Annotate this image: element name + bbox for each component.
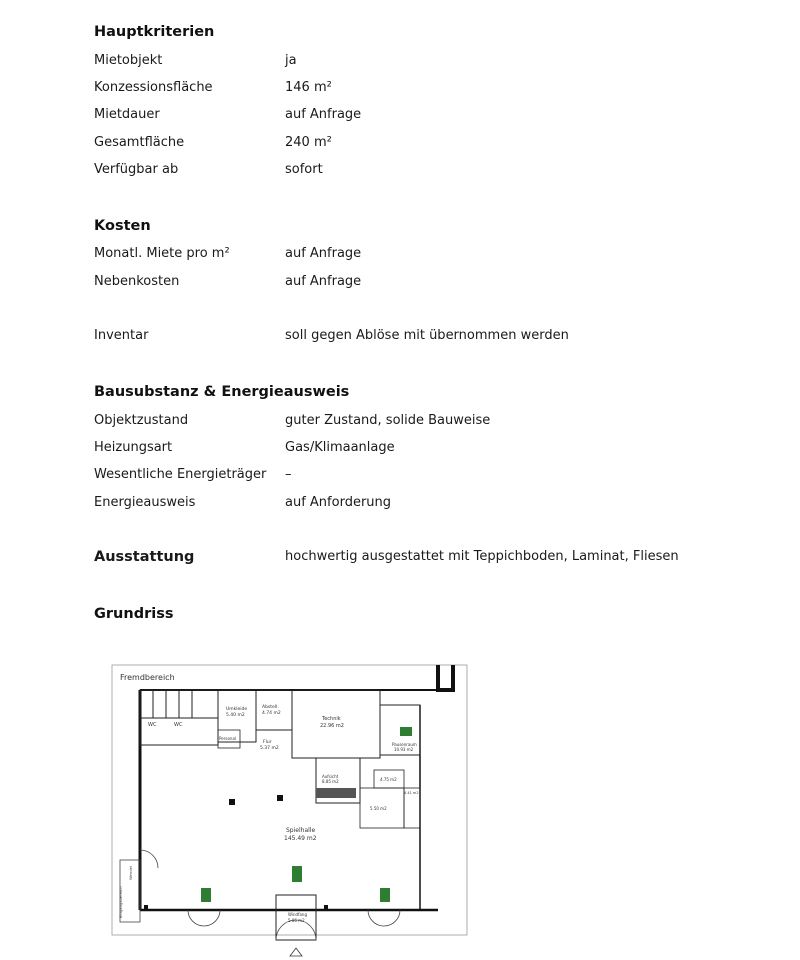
value-nebenkosten: auf Anfrage: [285, 274, 362, 289]
row-energieausweis: [94, 495, 784, 515]
emergency-sign-4: [380, 888, 390, 902]
label-aufsicht-area: 8.85 m2: [322, 779, 339, 784]
label-windfang-area: 5.86 m2: [288, 918, 305, 923]
label-umkleide-area: 5.40 m2: [226, 713, 245, 718]
row-nebenkosten: [94, 274, 784, 294]
value-objektzustand: guter Zustand, solide Bauweise: [285, 413, 491, 428]
label-umkleide: Umkleide: [226, 707, 248, 712]
outer-wall-top-right: [438, 665, 453, 690]
floor-plan-image: [108, 660, 468, 958]
label-flur-area: 5.37 m2: [260, 746, 279, 751]
label-monatl-miete: Monatl. Miete pro m²: [94, 246, 230, 261]
value-energietraeger: –: [285, 467, 292, 482]
label-konzessionsflaeche: Konzessionsfläche: [94, 80, 213, 95]
emergency-sign-3: [292, 866, 302, 882]
label-pausenraum-area: 10.93 m2: [394, 747, 414, 752]
row-heizungsart: [94, 440, 784, 460]
value-heizungsart: Gas/Klimaanlage: [285, 440, 395, 455]
label-wendel: Wendel: [128, 865, 133, 880]
value-inventar: soll gegen Ablöse mit übernommen werden: [285, 328, 569, 343]
label-mietdauer: Mietdauer: [94, 107, 160, 122]
value-monatl-miete: auf Anfrage: [285, 246, 362, 261]
label-room-c-area: 5.50 m2: [370, 806, 387, 811]
entry-arrow: [290, 948, 302, 956]
section-title-grundriss: Grundriss: [94, 606, 174, 622]
label-technik-area: 22.96 m2: [320, 723, 344, 729]
row-monatl-miete: [94, 246, 784, 266]
value-konzessionsflaeche: 146 m²: [285, 80, 332, 95]
value-gesamtflaeche: 240 m²: [285, 135, 332, 150]
label-mietobjekt: Mietobjekt: [94, 53, 163, 68]
row-verfuegbar-ab: [94, 162, 784, 182]
row-gesamtflaeche: [94, 135, 784, 155]
label-ausstattung: Ausstattung: [94, 549, 195, 565]
value-ausstattung: hochwertig ausgestattet mit Teppichboden, Laminat, Fliesen: [285, 549, 679, 564]
label-personal: Personal: [219, 736, 237, 741]
label-flur: Flur: [263, 740, 272, 745]
row-ausstattung: [94, 549, 784, 569]
label-windfang: Windfang: [288, 912, 307, 917]
counter: [316, 788, 356, 798]
door-front-right: [368, 910, 400, 926]
row-inventar: [94, 328, 784, 348]
door-windfang: [276, 920, 316, 940]
value-mietdauer: auf Anfrage: [285, 107, 362, 122]
label-fremdbereich: Fremdbereich: [120, 673, 175, 682]
label-room-a-area: 4.75 m2: [380, 777, 397, 782]
section-title-kosten: Kosten: [94, 218, 151, 234]
label-wc1: WC: [148, 722, 157, 728]
label-aufsicht: Aufsicht: [322, 774, 339, 779]
row-energietraeger: [94, 467, 784, 487]
row-konzessionsflaeche: [94, 80, 784, 100]
door-front-left: [188, 910, 220, 926]
label-eingangsbereich: Eingangsbereich: [118, 886, 123, 918]
value-verfuegbar-ab: sofort: [285, 162, 323, 177]
emergency-sign-2: [201, 888, 211, 902]
label-pausenraum: Pausenraum: [392, 742, 417, 747]
column-3: [144, 905, 148, 909]
column-1: [229, 799, 235, 805]
label-nebenkosten: Nebenkosten: [94, 274, 180, 289]
label-energietraeger: Wesentliche Energieträger: [94, 467, 267, 482]
wc-block: [140, 690, 218, 745]
column-2: [277, 795, 283, 801]
emergency-sign-1: [400, 727, 412, 736]
label-objektzustand: Objektzustand: [94, 413, 189, 428]
label-verfuegbar-ab: Verfügbar ab: [94, 162, 179, 177]
label-energieausweis: Energieausweis: [94, 495, 196, 510]
column-4: [324, 905, 328, 909]
value-energieausweis: auf Anforderung: [285, 495, 392, 510]
label-spielhalle-area: 145.49 m2: [284, 835, 317, 842]
label-inventar: Inventar: [94, 328, 149, 343]
section-title-hauptkriterien: Hauptkriterien: [94, 24, 215, 40]
label-spielhalle: Spielhalle: [286, 827, 316, 834]
room-abstell: [256, 690, 292, 730]
section-title-bausubstanz: Bausubstanz & Energieausweis: [94, 384, 350, 400]
label-technik: Technik: [322, 716, 341, 722]
row-mietobjekt: [94, 53, 784, 73]
label-abstell-area: 4.74 m2: [262, 711, 281, 716]
label-heizungsart: Heizungsart: [94, 440, 173, 455]
label-gesamtflaeche: Gesamtfläche: [94, 135, 185, 150]
label-room-b-area: 4.41 m2: [404, 791, 419, 795]
row-mietdauer: [94, 107, 784, 127]
label-abstell: Abstell.: [262, 705, 279, 710]
door-left: [140, 850, 158, 868]
row-objektzustand: [94, 413, 784, 433]
value-mietobjekt: ja: [285, 53, 297, 68]
label-wc2: WC: [174, 722, 183, 728]
